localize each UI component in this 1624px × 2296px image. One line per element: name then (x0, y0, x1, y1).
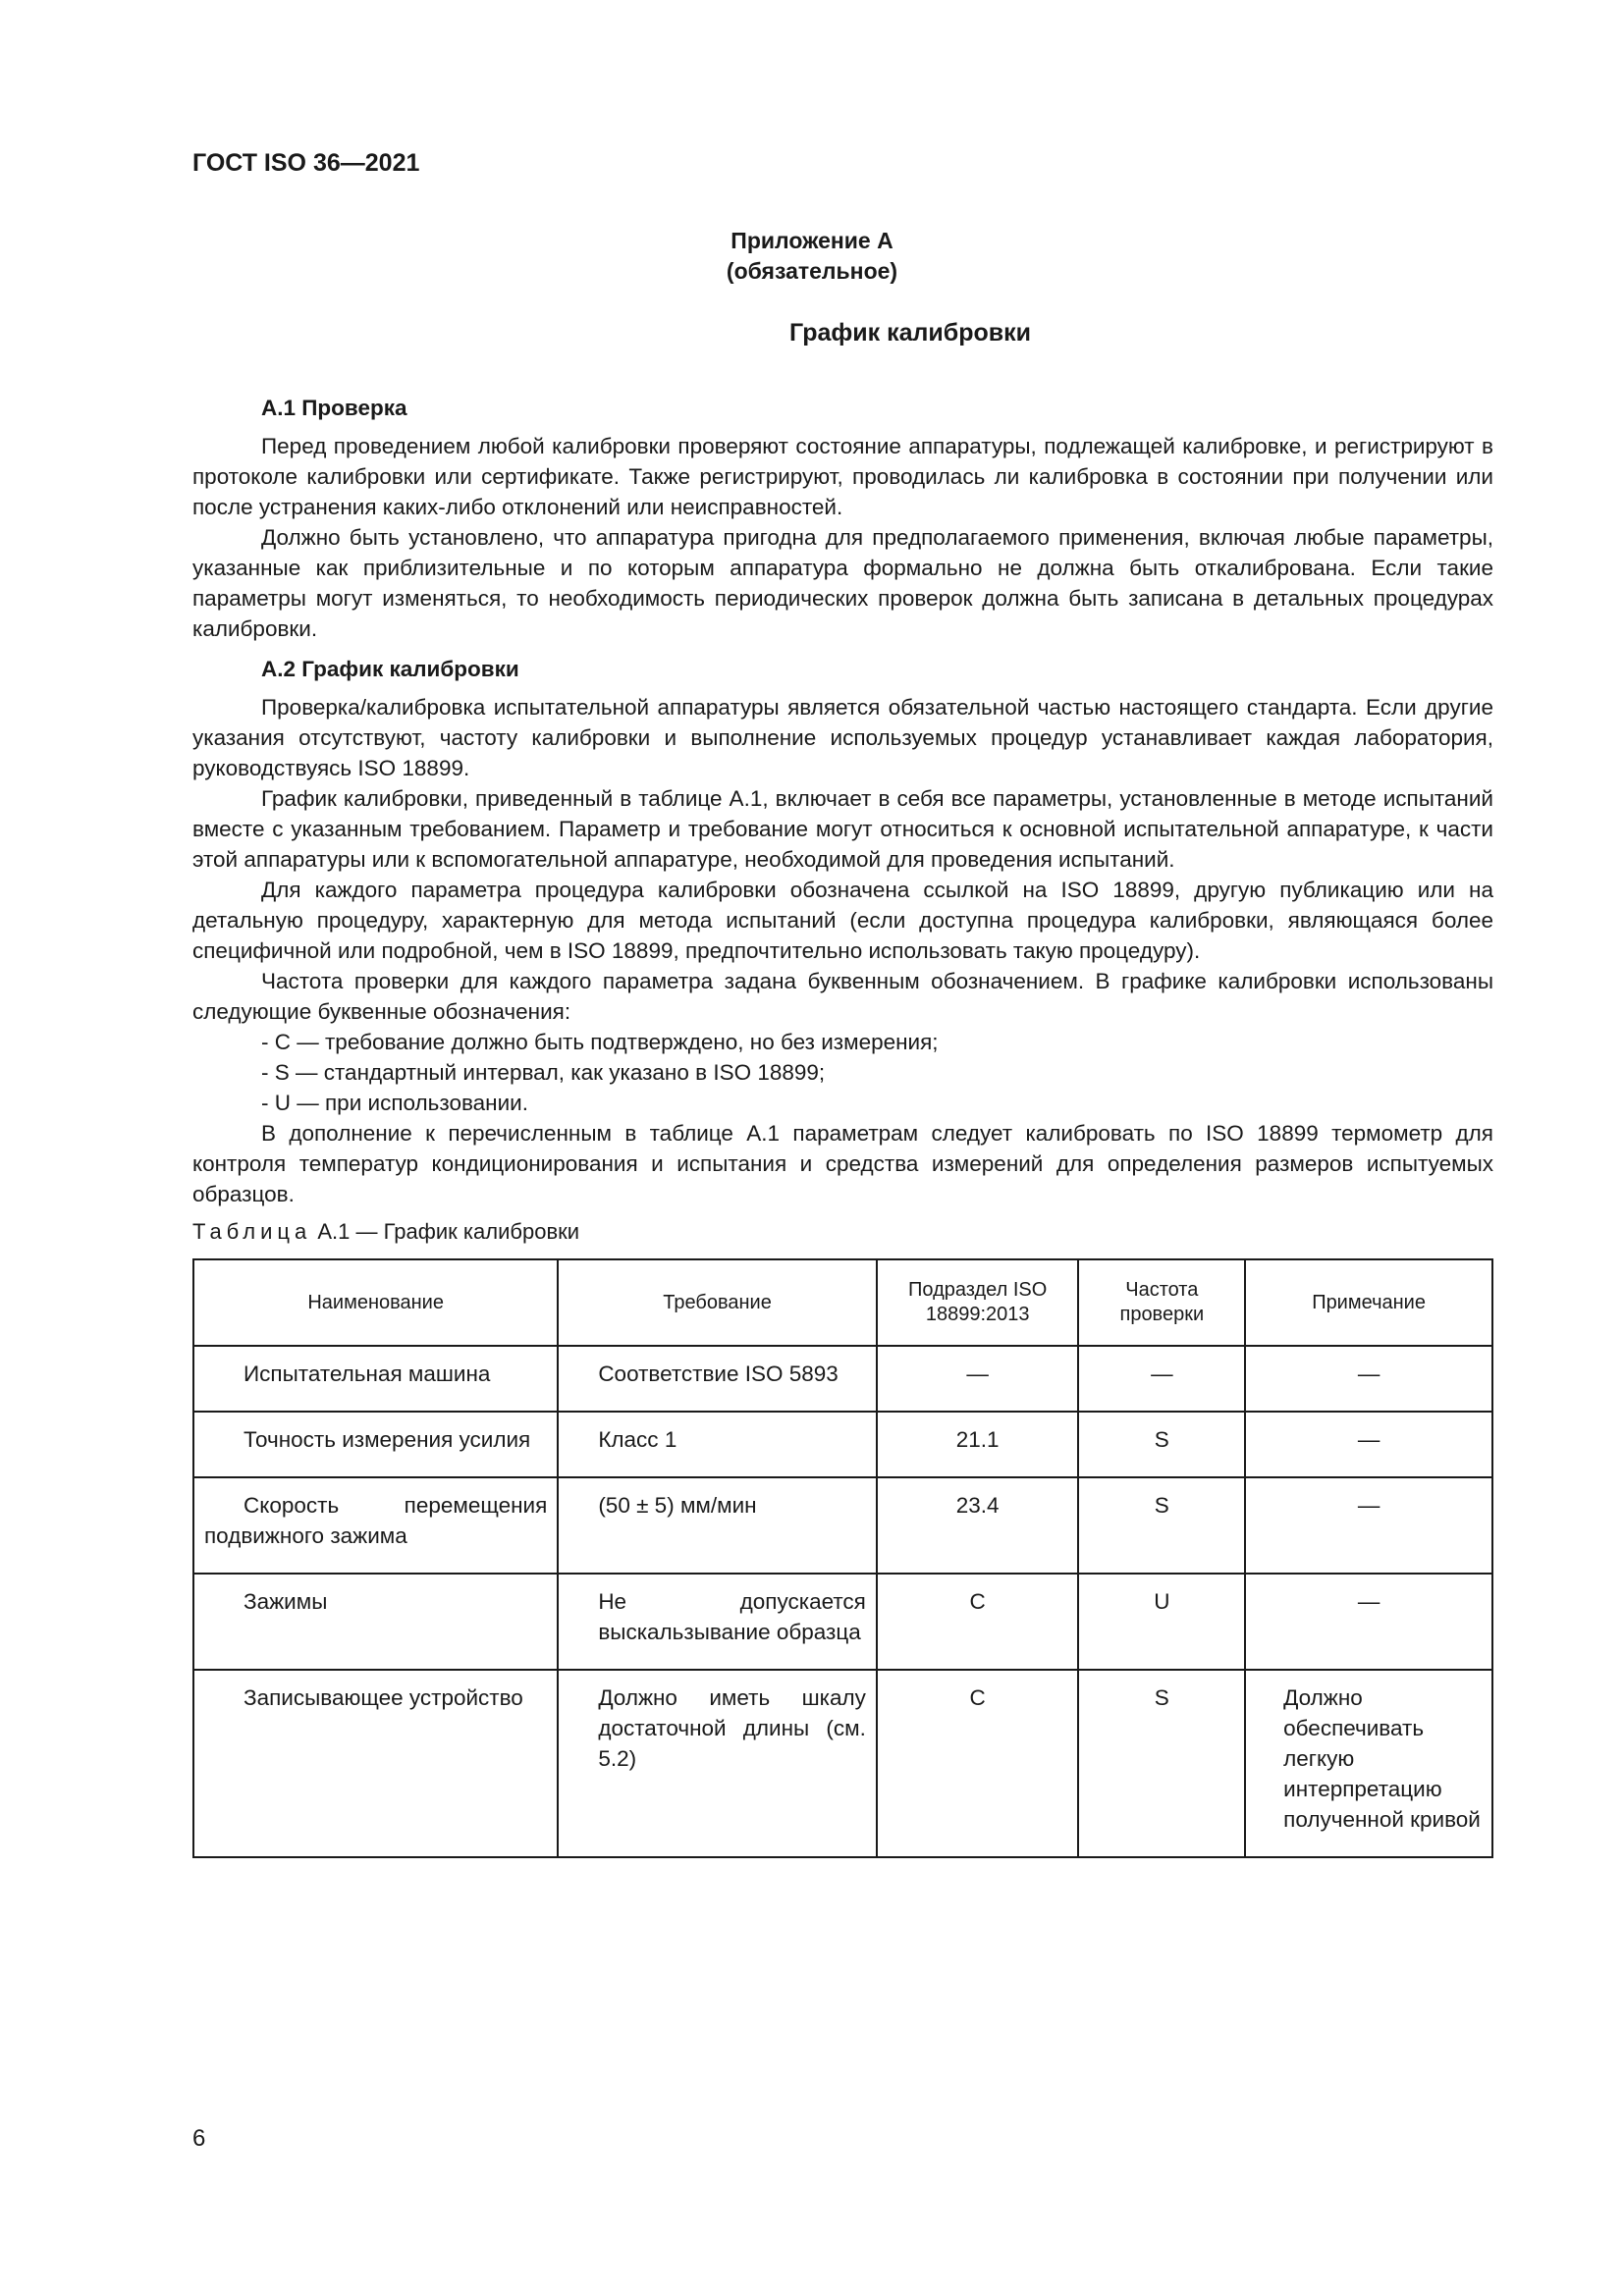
cell-requirement: Класс 1 (558, 1412, 877, 1477)
cell-note: — (1245, 1346, 1492, 1412)
header-subsection: Подраздел ISO 18899:2013 (877, 1259, 1079, 1346)
table-caption-text: А.1 — График калибровки (311, 1219, 580, 1244)
cell-requirement: Соответствие ISO 5893 (558, 1346, 877, 1412)
table-row (193, 1346, 1492, 1412)
list-item: - S — стандартный интервал, как указано в ISO 18899; (261, 1060, 826, 1085)
list-item: - U — при использовании. (261, 1091, 528, 1115)
page-title (0, 319, 1624, 347)
cell-subsection: 21.1 (877, 1412, 1079, 1477)
cell-requirement: Не допускается выскальзывание образца (558, 1574, 877, 1670)
cell-frequency: S (1078, 1412, 1245, 1477)
cell-name: Скорость перемещения подвижного зажима (193, 1477, 558, 1574)
cell-name: Точность измерения усилия (193, 1412, 558, 1477)
table-row (193, 1477, 1492, 1574)
paragraph: Проверка/калибровка испытательной аппаратуры является обязательной частью настоящего стандарта. Если другие указания отсутствуют, частоту калибровки и выполнение используемых процедур устанавливает каждая лаборатория, руководствуясь ISO 18899. (192, 695, 1493, 780)
table-row (193, 1670, 1492, 1857)
section-a1 (192, 393, 1493, 644)
cell-name: Испытательная машина (193, 1346, 558, 1412)
cell-requirement: (50 ± 5) мм/мин (558, 1477, 877, 1574)
list-item: - С — требование должно быть подтверждено, но без измерения; (261, 1030, 939, 1054)
cell-name: Записывающее устройство (193, 1670, 558, 1857)
paragraph: График калибровки, приведенный в таблице А.1, включает в себя все параметры, установленные в методе испытаний вместе с указанным требованием. Параметр и требование могут относиться к основной испытательной аппаратуре, к части этой аппаратуры или к вспомогательной аппаратуре, необходимой для проведения испытаний. (192, 786, 1493, 872)
paragraph: Для каждого параметра процедура калибровки обозначена ссылкой на ISO 18899, другую публикацию или на детальную процедуру, характерную для метода испытаний (если доступна процедура калибровки, являющаяся более специфичной или подробной, чем в ISO 18899, предпочтительно использовать такую процедуру). (192, 878, 1493, 963)
paragraph: В дополнение к перечисленным в таблице А.1 параметрам следует калибровать по ISO 18899 термометр для контроля температур кондиционирования и испытания и средства измерений для определения размеров испытуемых образцов. (192, 1121, 1493, 1206)
cell-frequency: U (1078, 1574, 1245, 1670)
paragraph: Частота проверки для каждого параметра задана буквенным обозначением. В графике калибровки использованы следующие буквенные обозначения: (192, 969, 1493, 1024)
paragraph: Перед проведением любой калибровки проверяют состояние аппаратуры, подлежащей калибровке, и регистрируют в протоколе калибровки или сертификате. Также регистрируют, проводилась ли калибровка в состоянии при получении или после устранения каких-либо отклонений или неисправностей. (192, 434, 1493, 519)
cell-subsection: — (877, 1346, 1079, 1412)
appendix-heading (0, 226, 1624, 287)
section-heading: А.2 График калибровки (261, 657, 519, 681)
cell-requirement: Должно иметь шкалу достаточной длины (см. 5.2) (558, 1670, 877, 1857)
appendix-title: Приложение А (731, 228, 893, 253)
page-number: 6 (192, 2125, 206, 2152)
table-caption (192, 1219, 579, 1245)
cell-subsection: 23.4 (877, 1477, 1079, 1574)
section-a2 (192, 654, 1493, 1209)
cell-name: Зажимы (193, 1574, 558, 1670)
document-body (192, 393, 1493, 1209)
header-frequency: Частота проверки (1078, 1259, 1245, 1346)
table-row (193, 1412, 1492, 1477)
cell-frequency: S (1078, 1477, 1245, 1574)
header-name: Наименование (193, 1259, 558, 1346)
cell-frequency: S (1078, 1670, 1245, 1857)
cell-subsection: С (877, 1670, 1079, 1857)
table-caption-label: Таблица (192, 1219, 312, 1244)
table-header-row (193, 1259, 1492, 1346)
page-title-text: График калибровки (789, 319, 1031, 347)
section-heading: А.1 Проверка (261, 396, 407, 420)
appendix-subtitle: (обязательное) (726, 258, 898, 284)
cell-subsection: С (877, 1574, 1079, 1670)
cell-note: Должно обеспечивать легкую интерпретацию полученной кривой (1245, 1670, 1492, 1857)
cell-note: — (1245, 1574, 1492, 1670)
cell-frequency: — (1078, 1346, 1245, 1412)
calibration-table (192, 1258, 1493, 1858)
document-code: ГОСТ ISO 36—2021 (192, 149, 420, 177)
header-note: Примечание (1245, 1259, 1492, 1346)
cell-note: — (1245, 1477, 1492, 1574)
cell-note: — (1245, 1412, 1492, 1477)
header-requirement: Требование (558, 1259, 877, 1346)
paragraph: Должно быть установлено, что аппаратура пригодна для предполагаемого применения, включая любые параметры, указанные как приблизительные и по которым аппаратура формально не должна быть откалибрована. Если такие параметры могут изменяться, то необходимость периодических проверок должна быть записана в детальных процедурах калибровки. (192, 525, 1493, 641)
table-row (193, 1574, 1492, 1670)
